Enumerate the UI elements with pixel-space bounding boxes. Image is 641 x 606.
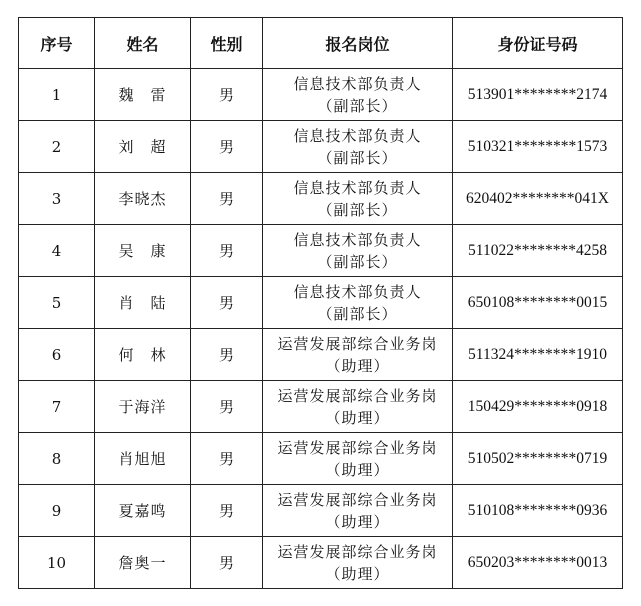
position-rank: （副部长） xyxy=(317,96,398,115)
position-title: 信息技术部负责人 xyxy=(293,74,422,93)
position-rank: （助理） xyxy=(325,356,390,375)
cell-id-number: 620402********041X xyxy=(453,173,623,225)
cell-gender: 男 xyxy=(191,121,263,173)
cell-position xyxy=(263,69,453,121)
header-seq: 序号 xyxy=(19,18,95,69)
position-rank: （副部长） xyxy=(317,148,398,167)
cell-id-number: 511022********4258 xyxy=(453,225,623,277)
cell-seq: 5 xyxy=(19,277,95,329)
cell-seq: 1 xyxy=(19,69,95,121)
cell-seq: 2 xyxy=(19,121,95,173)
cell-id-number: 510321********1573 xyxy=(453,121,623,173)
applicant-table-container xyxy=(18,17,623,589)
cell-id-number: 513901********2174 xyxy=(453,69,623,121)
cell-name: 刘 超 xyxy=(95,121,191,173)
position-rank: （助理） xyxy=(325,408,390,427)
cell-id-number: 150429********0918 xyxy=(453,381,623,433)
cell-seq: 6 xyxy=(19,329,95,381)
cell-seq: 4 xyxy=(19,225,95,277)
table-row xyxy=(19,277,623,329)
table-row xyxy=(19,381,623,433)
cell-id-number: 510108********0936 xyxy=(453,485,623,537)
cell-name: 吴 康 xyxy=(95,225,191,277)
cell-gender: 男 xyxy=(191,277,263,329)
position-title: 运营发展部综合业务岗 xyxy=(277,490,438,509)
position-title: 信息技术部负责人 xyxy=(293,282,422,301)
cell-position xyxy=(263,329,453,381)
cell-position xyxy=(263,225,453,277)
cell-name: 李晓杰 xyxy=(95,173,191,225)
position-title: 运营发展部综合业务岗 xyxy=(277,386,438,405)
position-title: 运营发展部综合业务岗 xyxy=(277,542,438,561)
table-row xyxy=(19,69,623,121)
cell-gender: 男 xyxy=(191,69,263,121)
cell-name: 夏嘉鸣 xyxy=(95,485,191,537)
position-rank: （副部长） xyxy=(317,252,398,271)
cell-seq: 8 xyxy=(19,433,95,485)
table-row xyxy=(19,537,623,589)
cell-gender: 男 xyxy=(191,433,263,485)
cell-name: 肖 陆 xyxy=(95,277,191,329)
table-body xyxy=(19,69,623,589)
table-row xyxy=(19,225,623,277)
table-row xyxy=(19,329,623,381)
applicant-table xyxy=(18,17,623,589)
header-position: 报名岗位 xyxy=(263,18,453,69)
cell-name: 詹奥一 xyxy=(95,537,191,589)
position-rank: （助理） xyxy=(325,564,390,583)
table-header-row xyxy=(19,18,623,69)
cell-id-number: 650203********0013 xyxy=(453,537,623,589)
cell-position xyxy=(263,433,453,485)
position-title: 信息技术部负责人 xyxy=(293,178,422,197)
position-rank: （助理） xyxy=(325,460,390,479)
cell-seq: 3 xyxy=(19,173,95,225)
cell-seq: 10 xyxy=(19,537,95,589)
cell-gender: 男 xyxy=(191,329,263,381)
position-rank: （助理） xyxy=(325,512,390,531)
position-rank: （副部长） xyxy=(317,200,398,219)
cell-gender: 男 xyxy=(191,381,263,433)
header-id: 身份证号码 xyxy=(453,18,623,69)
cell-id-number: 650108********0015 xyxy=(453,277,623,329)
cell-position xyxy=(263,537,453,589)
cell-name: 于海洋 xyxy=(95,381,191,433)
table-row xyxy=(19,485,623,537)
position-title: 运营发展部综合业务岗 xyxy=(277,334,438,353)
cell-gender: 男 xyxy=(191,173,263,225)
position-rank: （副部长） xyxy=(317,304,398,323)
cell-name: 魏 雷 xyxy=(95,69,191,121)
position-title: 信息技术部负责人 xyxy=(293,230,422,249)
cell-name: 何 林 xyxy=(95,329,191,381)
cell-position xyxy=(263,277,453,329)
position-title: 运营发展部综合业务岗 xyxy=(277,438,438,457)
cell-gender: 男 xyxy=(191,537,263,589)
table-row xyxy=(19,173,623,225)
cell-position xyxy=(263,485,453,537)
cell-id-number: 511324********1910 xyxy=(453,329,623,381)
position-title: 信息技术部负责人 xyxy=(293,126,422,145)
cell-id-number: 510502********0719 xyxy=(453,433,623,485)
table-row xyxy=(19,433,623,485)
cell-gender: 男 xyxy=(191,225,263,277)
cell-seq: 9 xyxy=(19,485,95,537)
cell-name: 肖旭旭 xyxy=(95,433,191,485)
cell-position xyxy=(263,381,453,433)
table-row xyxy=(19,121,623,173)
header-gender: 性别 xyxy=(191,18,263,69)
header-name: 姓名 xyxy=(95,18,191,69)
cell-position xyxy=(263,173,453,225)
cell-seq: 7 xyxy=(19,381,95,433)
cell-position xyxy=(263,121,453,173)
cell-gender: 男 xyxy=(191,485,263,537)
